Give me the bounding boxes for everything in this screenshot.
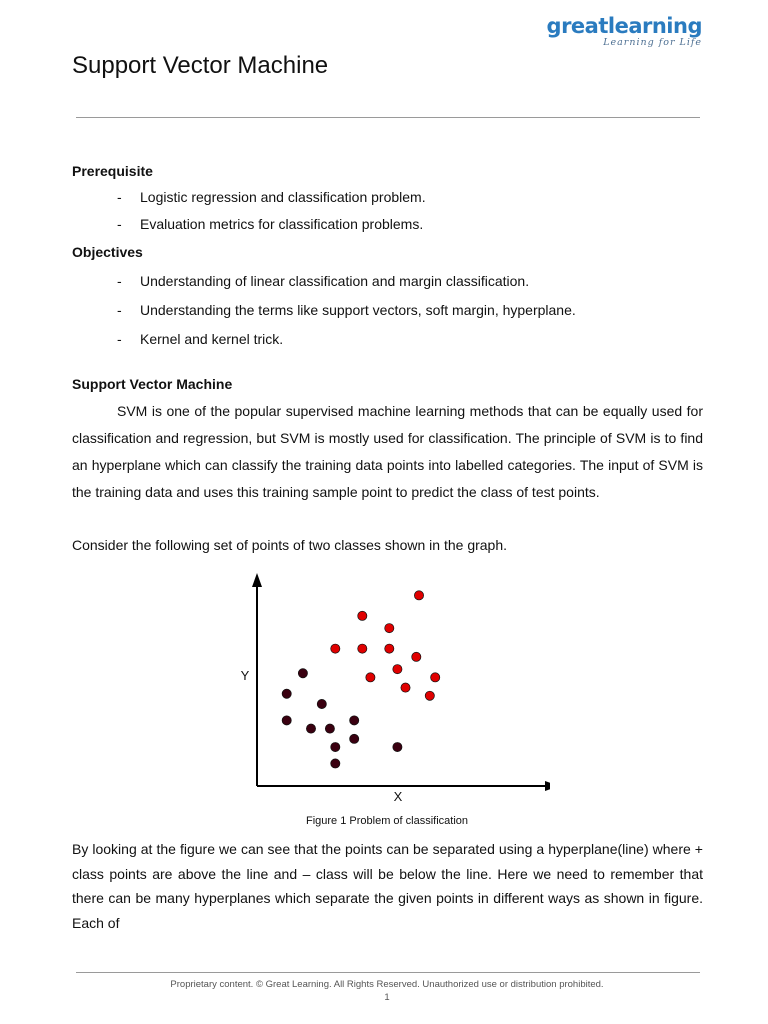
class-b-point <box>298 669 307 678</box>
objectives-heading: Objectives <box>72 244 143 260</box>
page-number: 1 <box>384 992 390 1003</box>
list-item-text: Logistic regression and classification problem. <box>140 189 426 205</box>
class-a-point <box>385 644 394 653</box>
svm-paragraph: SVM is one of the popular supervised machine learning methods that can be equally used for classification and regression, but SVM is mostly used for classification. The principle of SVM is to find an hyperplane which can classify the training data points into labelled categories. The input of SVM is the training data and uses this training sample point to predict the class of test points. <box>72 403 703 500</box>
svm-heading: Support Vector Machine <box>72 376 233 392</box>
class-b-point <box>282 716 291 725</box>
class-a-point <box>431 673 440 682</box>
logo-wordmark: greatlearning <box>546 14 702 38</box>
classification-scatter-plot <box>230 565 550 810</box>
logo-tagline: Learning for Life <box>603 37 702 48</box>
class-b-point <box>331 759 340 768</box>
page-title: Support Vector Machine <box>72 52 329 79</box>
after-figure-paragraph: By looking at the figure we can see that the points can be separated using a hyperplane(line) where + class points are above the line and – class will be below the line. Here we need to remember that there can be many hyperplanes which separate the given points in different ways as shown in figure. Each of <box>72 841 703 931</box>
list-item-text: Evaluation metrics for classification problems. <box>140 216 424 232</box>
bullet-marker: - <box>117 273 122 289</box>
class-a-point <box>358 644 367 653</box>
list-item-text: Kernel and kernel trick. <box>140 331 284 347</box>
class-b-point <box>306 724 315 733</box>
x-axis-label: X <box>393 789 403 804</box>
bullet-marker: - <box>117 216 122 232</box>
class-a-point <box>412 652 421 661</box>
class-b-point <box>350 734 359 743</box>
footer-notice: Proprietary content. © Great Learning. All Rights Reserved. Unauthorized use or distribution prohibited. <box>170 979 604 990</box>
header-divider <box>76 117 700 118</box>
class-b-point <box>325 724 334 733</box>
bullet-marker: - <box>117 189 122 205</box>
prerequisite-heading: Prerequisite <box>72 163 153 179</box>
class-b-point <box>317 699 326 708</box>
x-axis-arrowhead <box>545 781 550 791</box>
class-b-point <box>350 716 359 725</box>
list-item-text: Understanding the terms like support vectors, soft margin, hyperplane. <box>140 302 576 318</box>
class-b-point <box>282 689 291 698</box>
class-a-point <box>366 673 375 682</box>
y-axis-label: Y <box>240 668 250 683</box>
class-b-point <box>331 742 340 751</box>
class-a-point <box>393 665 402 674</box>
class-b-point <box>393 742 402 751</box>
brand-logo <box>547 16 702 48</box>
figure-caption: Figure 1 Problem of classification <box>305 815 468 827</box>
class-a-point <box>401 683 410 692</box>
y-axis-arrowhead <box>252 573 262 587</box>
class-a-point <box>425 691 434 700</box>
bullet-marker: - <box>117 331 122 347</box>
bullet-marker: - <box>117 302 122 318</box>
class-a-point <box>385 624 394 633</box>
list-item-text: Understanding of linear classification and margin classification. <box>140 273 530 289</box>
class-a-point <box>414 591 423 600</box>
consider-text: Consider the following set of points of two classes shown in the graph. <box>72 537 508 553</box>
footer-divider <box>76 972 700 973</box>
class-a-point <box>358 611 367 620</box>
class-a-point <box>331 644 340 653</box>
